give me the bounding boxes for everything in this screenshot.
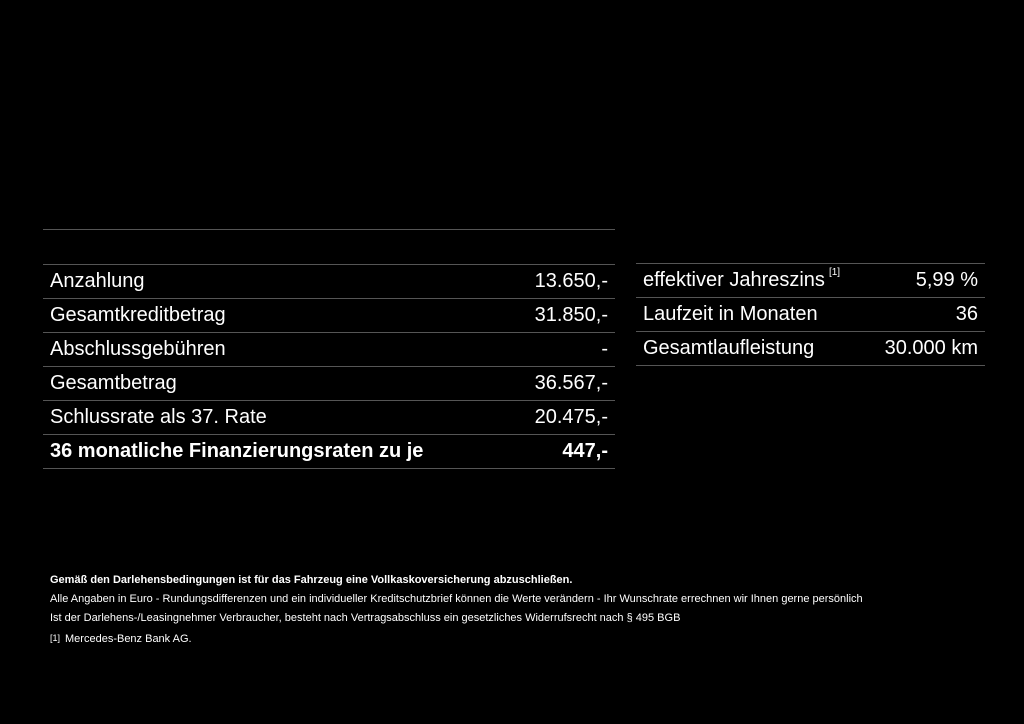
row-value: 447,-: [562, 440, 608, 462]
row-value: 30.000 km: [884, 337, 978, 359]
row-value: 36: [955, 303, 978, 325]
row-label: Gesamtlaufleistung: [643, 337, 815, 359]
table-row: [43, 367, 615, 401]
row-label: [643, 269, 840, 292]
table-row: [43, 333, 615, 367]
insurance-note: Gemäß den Darlehensbedingungen ist für das Fahrzeug eine Vollkaskoversicherung abzuschließen.: [50, 574, 573, 586]
row-value: 13.650,-: [534, 270, 608, 292]
footnote-ref: [1]: [828, 267, 841, 278]
terms-table: [636, 263, 985, 366]
disclaimer-line: Alle Angaben in Euro - Rundungsdifferenzen und ein individueller Kreditschutzbrief können die Werte verändern - Ihr Wunschrate errechnen wir Ihnen gerne persönlich: [50, 593, 863, 605]
row-label: Gesamtbetrag: [50, 372, 177, 394]
footnote: [50, 630, 863, 649]
footnote-mark: [1]: [50, 633, 61, 643]
row-value: 36.567,-: [534, 372, 608, 394]
table-row: [43, 265, 615, 299]
row-value: -: [601, 338, 608, 360]
table-row: [636, 332, 985, 366]
label-text: effektiver Jahreszins: [643, 269, 825, 291]
financing-table: [43, 229, 615, 469]
legal-notes: [50, 571, 863, 649]
row-label: Schlussrate als 37. Rate: [50, 406, 267, 428]
row-label: Anzahlung: [50, 270, 145, 292]
table-row: [636, 298, 985, 332]
row-label: Laufzeit in Monaten: [643, 303, 818, 325]
row-value: 31.850,-: [534, 304, 608, 326]
monthly-rate-row: [43, 435, 615, 469]
row-label: Abschlussgebühren: [50, 338, 226, 360]
footnote-text: Mercedes-Benz Bank AG.: [65, 633, 192, 645]
table-header-row: [43, 230, 615, 265]
withdrawal-note: Ist der Darlehens-/Leasingnehmer Verbraucher, besteht nach Vertragsabschluss ein gesetzliches Widerrufsrecht nach § 495 BGB: [50, 612, 681, 624]
table-row: [636, 264, 985, 298]
table-row: [43, 401, 615, 435]
row-label: Gesamtkreditbetrag: [50, 304, 226, 326]
row-value: 20.475,-: [534, 406, 608, 428]
row-value: 5,99 %: [915, 269, 978, 291]
table-row: [43, 299, 615, 333]
row-label: 36 monatliche Finanzierungsraten zu je: [50, 440, 424, 462]
